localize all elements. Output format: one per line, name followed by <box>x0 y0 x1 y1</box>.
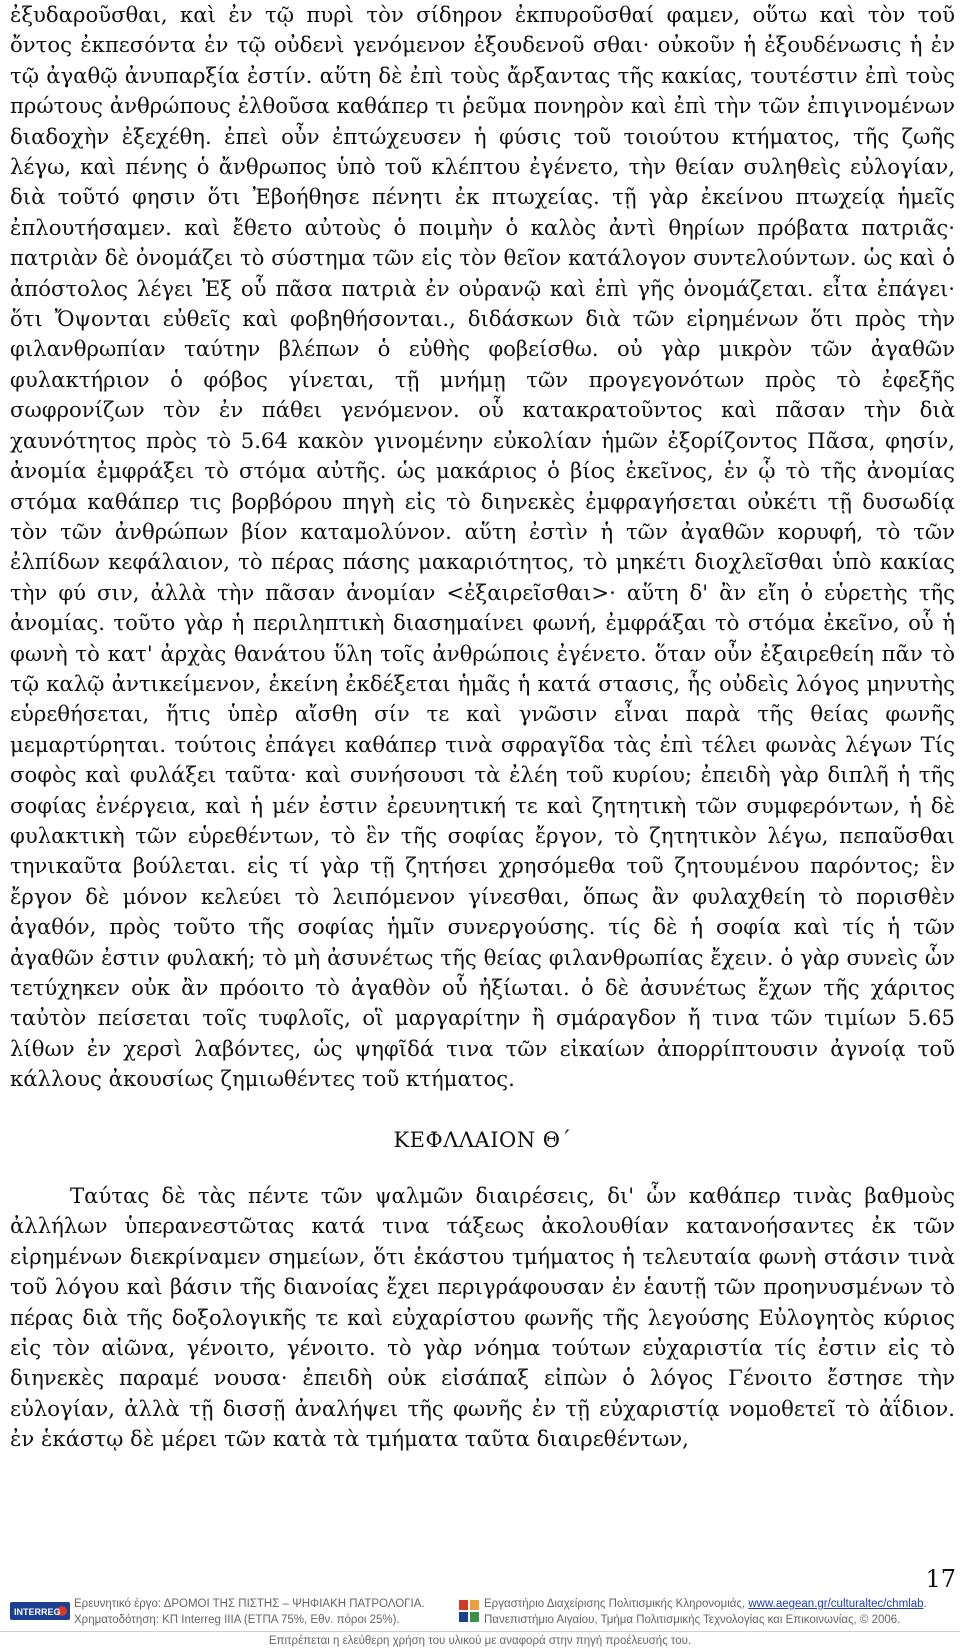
footer-divider <box>0 1631 960 1632</box>
page-number: 17 <box>925 1565 956 1593</box>
interreg-logo-text: INTERREG <box>14 1607 61 1617</box>
interreg-logo-icon <box>10 1600 70 1622</box>
footer-project-info <box>8 1594 448 1632</box>
footer-lab-info <box>458 1594 958 1632</box>
footer-lab-line: Εργαστήριο Διαχείρισης Πολιτισμικής Κληρονομιάς, www.aegean.gr/culturaltec/chmlab. <box>484 1598 927 1610</box>
document-body <box>10 0 955 1455</box>
chapter-heading: ΚΕΦΛΛΑΙΟΝ Θ΄ <box>393 1127 572 1152</box>
lab-website-link[interactable]: www.aegean.gr/culturaltec/chmlab <box>748 1598 924 1610</box>
footer-usage-notice: Επιτρέπεται η ελεύθερη χρήση του υλικού με αναφορά στην πηγή προέλευσής του. <box>268 1635 692 1647</box>
footer-university-line: Πανεπιστήμιο Αιγαίου, Τμήμα Πολιτισμικής Τεχνολογίας και Επικοινωνίας, © 2006. <box>484 1614 901 1626</box>
lab-logo-icon <box>458 1598 480 1624</box>
page-footer <box>0 1594 960 1651</box>
body-paragraph: Ταύτας δὲ τὰς πέντε τῶν ψαλμῶν διαιρέσεις, δι' ὧν καθάπερ τινὰς βαθμοὺς ἀλλήλων ὑπερανεστῶτας κατά τινα τάξεως ἀκολουθίαν κατανοήσαντες ἐκ τῶν εἰρημένων διεκρίναμεν σημείων, ὅτι ἑκάστου τμήματος ἡ τελευταία φωνὴ στάσιν τινὰ τοῦ λόγου καὶ βάσιν τῆς διανοίας ἔχει περιγράφουσαν ἐν ἑαυτῇ τῶν προηνυσμένων τὸ πέρας διὰ τῆς δοξολογικῆς τε καὶ εὐχαρίστου φωνῆς τῆς λεγούσης Εὐλογητὸς κύριος εἰς τὸν αἰῶνα, γένοιτο, γένοιτο. τὸ γὰρ νόημα τούτων εὐχαριστία τίς ἐστιν εἰς τὸ διηνεκὲς παραμέ νουσα· ἐπειδὴ οὐκ εἰσάπαξ εἰπὼν ὁ λόγος Γένοιτο ἔστησε τὴν εὐλογίαν, ἀλλὰ τῇ δισσῇ ἀναλήψει τῆς φωνῆς ἐν τῇ εὐχαριστίᾳ νομοθετεῖ τὸ ἀΐδιον. ἐν ἑκάστῳ δὲ μέρει τῶν κατὰ τὰ τμήματα ταῦτα διαιρεθέντων, <box>10 1183 955 1452</box>
footer-project-line: Ερευνητικό έργο: ΔΡΟΜΟΙ ΤΗΣ ΠΙΣΤΗΣ – ΨΗΦΙΑΚΗ ΠΑΤΡΟΛΟΓΙΑ. <box>74 1598 425 1610</box>
body-paragraph: ἐξυδαροῦσθαι, καὶ ἐν τῷ πυρὶ τὸν σίδηρον ἐκπυροῦσθαί φαμεν, οὕτω καὶ τὸν τοῦ ὄντος ἐκπεσόντα ἐν τῷ οὐδενὶ γενόμενον ἐξουδενοῦ σθαι· οὐκοῦν ἡ ἐξουδένωσις ἡ ἐν τῷ ἀγαθῷ ἀνυπαρξία ἐστίν. αὕτη δὲ ἐπὶ τοὺς ἄρξαντας τῆς κακίας, τουτέστιν ἐπὶ τοὺς πρώτους ἀνθρώπους ἐλθοῦσα καθάπερ τι ῥεῦμα πονηρὸν καὶ ἐπὶ τὴν τῶν ἐπιγινομένων διαδοχὴν ἐξεχέθη. ἐπεὶ οὖν ἐπτώχευσεν ἡ φύσις τοῦ τοιούτου κτήματος, τῆς ζωῆς λέγω, καὶ πένης ὁ ἄνθρωπος ὑπὸ τοῦ κλέπτου ἐγένετο, τὴν θείαν συληθεὶς εὐλογίαν, διὰ τοῦτό φησιν ὅτι Ἐβοήθησε πένητι ἐκ πτωχείας. τῇ γὰρ ἐκείνου πτωχείᾳ ἡμεῖς ἐπλουτήσαμεν. καὶ ἔθετο αὐτοὺς ὁ ποιμὴν ὁ καλὸς ἀντὶ θηρίων πρόβατα πατριᾶς· πατριὰν δὲ ὀνομάζει τὸ σύστημα τῶν εἰς τὸν θεῖον κατάλογον συντελούντων. ὡς καὶ ὁ ἀπόστολος λέγει Ἐξ οὗ πᾶσα πατριὰ ἐν οὐρανῷ καὶ ἐπὶ γῆς ὀνομάζεται. εἶτα ἐπάγει· ὅτι Ὄψονται εὐθεῖς καὶ φοβηθήσονται., διδάσκων διὰ τῶν εἰρημένων ὅτι πρὸς τὴν φιλανθρωπίαν ταύτην βλέπων ὁ εὐθὴς φοβείσθω. οὐ γὰρ μικρὸν τῶν ἀγαθῶν φυλακτήριον ὁ φόβος γίνεται, τῇ μνήμῃ τῶν προγεγονότων πρὸς τὸ ἐφεξῆς σωφρονίζων τὸν ἐν πάθει γενόμενον. οὗ κατακρατοῦντος καὶ πᾶσαν τὴν διὰ χαυνότητος πρὸς τὸ 5.64 κακὸν γινομένην εὐκολίαν ἡμῶν ἐξορίζοντος Πᾶσα, φησίν, ἀνομία ἐμφράξει τὸ στόμα αὐτῆς. ὡς μακάριος ὁ βίος ἐκεῖνος, ἐν ᾧ τὸ τῆς ἀνομίας στόμα καθάπερ τις βορβόρου πηγὴ εἰς τὸ διηνεκὲς ἐμφραγήσεται οὐκέτι τῇ δυσωδίᾳ τὸν τῶν ἀνθρώπων βίον καταμολύνον. αὕτη ἐστὶν ἡ τῶν ἀγαθῶν κορυφή, τὸ τῶν ἐλπίδων κεφάλαιον, τὸ πέρας πάσης μακαριότητος, τὸ μηκέτι διοχλεῖσθαι ὑπὸ κακίας τὴν φύ σιν, ἀλλὰ τὴν πᾶσαν ἀνομίαν <ἐξαιρεῖσθαι>· αὕτη δ' ἂν εἴη ὁ εὑρετὴς τῆς ἀνομίας. τοῦτο γὰρ ἡ περιληπτικὴ διασημαίνει φωνή, ἐμφράξαι τὸ στόμα ἐκεῖνο, οὗ ἡ φωνὴ τὸ κατ' ἀρχὰς θανάτου ὕλη τοῖς ἀνθρώποις ἐγένετο. ὅταν οὖν ἐξαιρεθείη πᾶν τὸ τῷ καλῷ ἀντικείμενον, ἐκείνη ἐκδέξεται ἡμᾶς ἡ κατά στασις, ἧς οὐδεὶς λόγος μηνυτὴς εὑρεθήσεται, ἥτις ὑπὲρ αἴσθη σίν τε καὶ γνῶσιν εἶναι παρὰ τῆς θείας φωνῆς μεμαρτύρηται. τούτοις ἐπάγει καθάπερ τινὰ σφραγῖδα τὰς ἐπὶ τέλει φωνὰς λέγων Τίς σοφὸς καὶ φυλάξει ταῦτα· καὶ συνήσουσι τὰ ἐλέη τοῦ κυρίου; ἐπειδὴ γὰρ διπλῆ ἡ τῆς σοφίας ἐνέργεια, καὶ ἡ μέν ἐστιν ἐρευνητική τε καὶ ζητητικὴ τῶν συμφερόντων, ἡ δὲ φυλακτικὴ τῶν εὑρεθέντων, τὸ ἓν τῆς σοφίας ἔργον, τὸ ζητητικὸν λέγω, πεπαῦσθαι τηνικαῦτα βούλεται. εἰς τί γὰρ τῇ ζητήσει χρησόμεθα τοῦ ζητουμένου παρόντος; ἓν ἔργον δὲ μόνον κελεύει τὸ λειπόμενον γίνεσθαι, ὅπως ἂν φυλαχθείη τὸ πορισθὲν ἀγαθόν, πρὸς τοῦτο τῆς σοφίας ἡμῖν συνεργούσης. τίς δὲ ἡ σοφία καὶ τίς ἡ τῶν ἀγαθῶν ἐστιν φυλακή; τὸ μὴ ἀσυνέτως τῆς θείας φιλανθρωπίας ἔχειν. ὁ γὰρ συνεὶς ὧν τετύχηκεν οὐκ ἂν πρόοιτο τὸ ἀγαθὸν οὗ ἠξίωται. ὁ δὲ ἀσυνέτως ἔχων τῆς χάριτος ταὐτὸν πείσεται τοῖς τυφλοῖς, οἳ μαργαρίτην ἢ σμάραγδον ἤ τινα τῶν τιμίων 5.65 λίθων ἐν χερσὶ λαβόντες, ὡς ψηφῖδά τινα τῶν εἰκαίων ἀπορρίπτουσιν ἀγνοίᾳ τοῦ κάλλους ἀκουσίως ζημιωθέντες τοῦ κτήματος. <box>10 2 955 1092</box>
footer-funding-line: Χρηματοδότηση: ΚΠ Interreg IIIA (ΕΤΠΑ 75%, Εθν. πόροι 25%). <box>74 1614 400 1626</box>
